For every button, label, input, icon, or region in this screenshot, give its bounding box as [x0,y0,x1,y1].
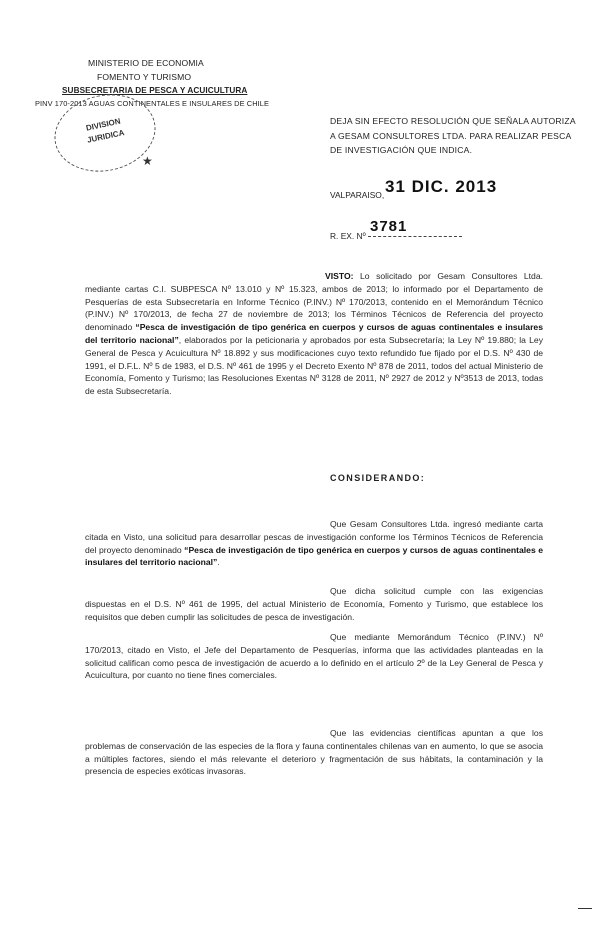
stamp-line-2: JURIDICA [86,128,126,145]
stamp-line-1: DIVISION [85,116,122,133]
considerando-paragraph-1 [85,518,543,569]
rex-number: 3781 [370,218,408,235]
visto-paragraph [85,270,543,398]
visto-text-2: , elaborados por la peticionaria y aprobados por esta Subsecretaría; la Ley Nº 19.880; la Ley General de Pesca y Acuicultura Nº 18.892 y sus modificaciones cuyo texto refundido fue fijado por el D.S. Nº 430 de 1991, el D.F.L. Nº 5 de 1983, el D.S. Nº 461 de 1995 y el Decreto Exento Nº 878 de 2011, todos del actual Ministerio de Economía, Fomento y Turismo; las Resoluciones Exentas Nº 3128 de 2011, Nº 2927 de 2012 y Nº3513 de 2013, todas de esta Subsecretaría. [85,334,543,397]
place-label: VALPARAISO, [330,190,385,200]
rex-label: R. EX. Nº [330,231,366,241]
pinv-reference-line: PINV 170-2013 AGUAS CONTINENTALES E INSULARES DE CHILE [35,99,270,108]
subsecretaria-heading: SUBSECRETARIA DE PESCA Y ACUICULTURA [62,86,248,95]
stamp-star-icon: ★ [142,154,153,168]
resolution-subject: DEJA SIN EFECTO RESOLUCIÓN QUE SEÑALA AUTORIZA A GESAM CONSULTORES LTDA. PARA REALIZAR PESCA DE INVESTIGACIÓN QUE INDICA. [330,116,576,155]
visto-label: VISTO: [325,271,354,281]
visto-text-1: Lo solicitado por Gesam Consultores Ltda. mediante cartas C.I. SUBPESCA Nº 13.010 y Nº 15.323, ambos de 2013; lo informado por el Departamento de Pesquerías de esta Subsecretaría en Informe Técnico (P.INV.) Nº 170/2013, contenido en el Memorándum Técnico (P.INV.) Nº 170/2013, de fecha 27 de noviembre de 2013; los Términos Técnicos de Referencia del proyecto denominado [85,271,543,333]
rex-underline [368,236,462,237]
ministry-line-1: MINISTERIO DE ECONOMIA [88,58,204,68]
considerando-p1-text-2: . [217,557,220,568]
resolution-date: 31 DIC. 2013 [385,177,498,196]
considerando-p1-text-1: Que Gesam Consultores Ltda. ingresó mediante carta citada en Visto, una solicitud para desarrollar pescas de investigación conforme los Términos Técnicos de Referencia del proyecto denominado [85,519,543,555]
ministry-line-2: FOMENTO Y TURISMO [97,72,192,82]
considerando-heading: CONSIDERANDO: [330,473,426,483]
page-corner-mark [578,908,592,909]
considerando-paragraph-2: Que dicha solicitud cumple con las exigencias dispuestas en el D.S. Nº 461 de 1995, del actual Ministerio de Economía, Fomento y Turismo, que establece los requisitos que deben cumplir las solicitudes de pesca de investigación. [85,586,543,622]
considerando-paragraph-3: Que mediante Memorándum Técnico (P.INV.) Nº 170/2013, citado en Visto, el Jefe del Departamento de Pesquerías, informa que las actividades planteadas en la solicitud califican como pesca de investigación de acuerdo a lo definido en el artículo 2º de la Ley General de Pesca y Acuicultura, por cuanto no tiene fines comerciales. [85,632,543,681]
considerando-paragraph-4: Que las evidencias científicas apuntan a que los problemas de conservación de las especies de la flora y fauna continentales chilenas van en aumento, lo que se asocia a múltiples factores, siendo el más relevante el deterioro y fragmentación de sus hábitats, la contaminación y la presencia de especies exóticas invasoras. [85,728,543,777]
visto-project-name: “Pesca de investigación de tipo genérica en cuerpos y cursos de aguas continentales e insulares del territorio nacional” [85,322,543,345]
considerando-p1-project-name: “Pesca de investigación de tipo genérica en cuerpos y cursos de aguas continentales e insulares del territorio nacional” [85,544,543,568]
